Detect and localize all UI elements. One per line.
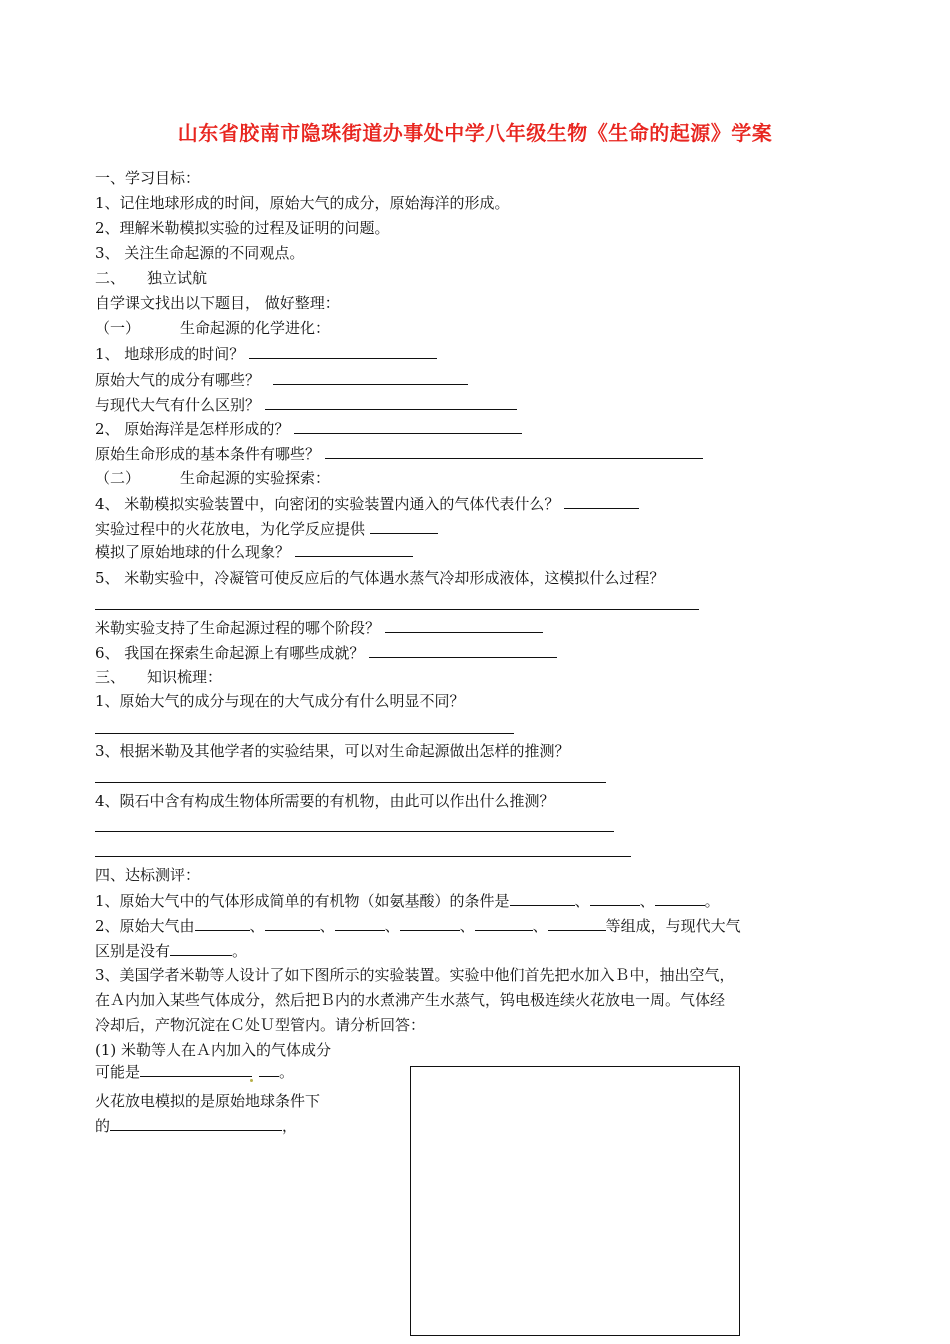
answer-blank[interactable]: [110, 1115, 282, 1131]
separator: 、: [532, 917, 548, 935]
question-atmosphere-difference: [95, 394, 517, 415]
sub-question-1-line4: [95, 1115, 297, 1136]
separator: 、: [249, 917, 265, 935]
question-text: 4、 米勒模拟实验装置中，向密闭的实验装置内通入的气体代表什么？: [95, 495, 560, 513]
question-text: 区别是没有: [95, 942, 171, 960]
test-question-3-line2: 在Ａ内加入某些气体成分，然后把Ｂ内的水煮沸产生水蒸气，钨电极连续火花放电一周。气体经: [95, 991, 726, 1009]
answer-blank[interactable]: [325, 443, 703, 459]
review-question-4: 4、陨石中含有构成生物体所需要的有机物，由此可以作出什么推测？: [95, 792, 555, 810]
question-simulation: [95, 541, 413, 562]
answer-blank[interactable]: [564, 493, 639, 509]
question-ocean: [95, 418, 522, 439]
answer-blank[interactable]: [370, 518, 438, 534]
answer-blank[interactable]: [265, 394, 517, 410]
answer-line[interactable]: [95, 831, 614, 832]
comma: ，: [282, 1117, 298, 1135]
question-text: 米勒实验支持了生命起源过程的哪个阶段？: [95, 619, 381, 637]
apparatus-figure-frame: [410, 1066, 740, 1336]
question-text: 1、 地球形成的时间？: [95, 345, 245, 363]
answer-blank[interactable]: [249, 343, 437, 359]
answer-line[interactable]: [95, 609, 699, 610]
answer-blank[interactable]: [140, 1061, 252, 1077]
answer-blank[interactable]: [294, 418, 522, 434]
question-miller-gas: [95, 493, 639, 514]
page-title: 山东省胶南市隐珠街道办事处中学八年级生物《生命的起源》学案: [177, 121, 773, 145]
question-atmosphere: [95, 369, 468, 390]
question-text: 2、 原始海洋是怎样形成的？: [95, 420, 290, 438]
period: 。: [704, 892, 720, 910]
answer-blank[interactable]: [590, 890, 640, 906]
answer-line[interactable]: [95, 782, 606, 783]
answer-blank[interactable]: [335, 915, 385, 931]
question-earth-formation: [95, 343, 437, 364]
review-question-1: 1、原始大气的成分与现在的大气成分有什么明显不同？: [95, 692, 465, 710]
question-text: 等组成，与现代大气: [605, 917, 741, 935]
answer-line[interactable]: [95, 856, 631, 857]
answer-blank[interactable]: [273, 369, 468, 385]
review-question-3: 3、根据米勒及其他学者的实验结果，可以对生命起源做出怎样的推测？: [95, 742, 570, 760]
part-1-number: （一）: [95, 319, 141, 337]
separator: 、: [319, 917, 335, 935]
part-2-title: 生命起源的实验探索：: [180, 469, 331, 487]
question-spark: [95, 518, 438, 539]
answer-blank[interactable]: [510, 890, 575, 906]
question-life-conditions: [95, 443, 703, 464]
objective-item-3: 3、 关注生命起源的不同观点。: [95, 244, 305, 262]
test-question-2: [95, 915, 741, 936]
answer-blank[interactable]: [195, 915, 250, 931]
question-text: 实验过程中的火花放电，为化学反应提供: [95, 520, 366, 538]
answer-blank[interactable]: [259, 1061, 279, 1077]
section-2-number: 二、: [95, 269, 126, 287]
question-text: 6、 我国在探索生命起源上有哪些成就？: [95, 644, 365, 662]
answer-blank[interactable]: [265, 915, 320, 931]
separator: 、: [384, 917, 400, 935]
answer-blank[interactable]: [170, 940, 232, 956]
answer-line[interactable]: [95, 733, 514, 734]
answer-blank[interactable]: [385, 617, 543, 633]
question-text: 可能是: [95, 1063, 141, 1081]
question-text: 的: [95, 1117, 111, 1135]
question-text: 2、原始大气由: [95, 917, 195, 935]
section-1-heading: 一、学习目标：: [95, 169, 201, 187]
test-question-3-line3: 冷却后，产物沉淀在Ｃ处Ｕ型管内。请分析回答：: [95, 1016, 426, 1034]
separator: 、: [639, 892, 655, 910]
answer-blank[interactable]: [655, 890, 705, 906]
sub-question-1: (1) 米勒等人在Ａ内加入的气体成分: [95, 1041, 332, 1059]
dot-mark: [250, 1079, 253, 1082]
section-3-title: 知识梳理：: [147, 668, 223, 686]
objective-item-2: 2、理解米勒模拟实验的过程及证明的问题。: [95, 219, 390, 237]
objective-item-1: 1、记住地球形成的时间，原始大气的成分，原始海洋的形成。: [95, 194, 510, 212]
section-3-heading: [95, 667, 222, 687]
question-text: 原始生命形成的基本条件有哪些？: [95, 445, 321, 463]
part-2-heading: [95, 468, 330, 488]
part-1-title: 生命起源的化学进化：: [180, 319, 331, 337]
answer-blank[interactable]: [475, 915, 533, 931]
question-china-achievements: [95, 642, 557, 663]
sub-question-1-line2: [95, 1061, 294, 1082]
answer-blank[interactable]: [548, 915, 606, 931]
question-text: 与现代大气有什么区别？: [95, 396, 261, 414]
question-miller-stage: [95, 617, 543, 638]
separator: 、: [459, 917, 475, 935]
section-3-number: 三、: [95, 668, 126, 686]
test-question-3-line1: 3、美国学者米勒等人设计了如下图所示的实验装置。实验中他们首先把水加入Ｂ中，抽出空气，: [95, 966, 735, 984]
question-text: 原始大气的成分有哪些？: [95, 371, 261, 389]
part-1-heading: [95, 318, 330, 338]
period: 。: [279, 1063, 295, 1081]
answer-blank[interactable]: [369, 642, 557, 658]
answer-blank[interactable]: [295, 541, 413, 557]
question-text: 模拟了原始地球的什么现象？: [95, 543, 291, 561]
test-question-2-line2: [95, 940, 247, 961]
question-condenser: 5、 米勒实验中，冷凝管可使反应后的气体遇水蒸气冷却形成液体，这模拟什么过程？: [95, 569, 665, 587]
period: 。: [232, 942, 248, 960]
section-2-intro: 自学课文找出以下题目， 做好整理：: [95, 294, 340, 312]
test-question-1: [95, 890, 720, 911]
sub-question-1-spark: 火花放电模拟的是原始地球条件下: [95, 1092, 321, 1110]
part-2-number: （二）: [95, 469, 141, 487]
section-2-title: 独立试航: [147, 269, 208, 287]
section-4-heading: 四、达标测评：: [95, 866, 201, 884]
answer-blank[interactable]: [400, 915, 460, 931]
section-2-heading: [95, 268, 207, 288]
separator: 、: [574, 892, 590, 910]
question-text: 1、原始大气中的气体形成简单的有机物（如氨基酸）的条件是: [95, 892, 510, 910]
